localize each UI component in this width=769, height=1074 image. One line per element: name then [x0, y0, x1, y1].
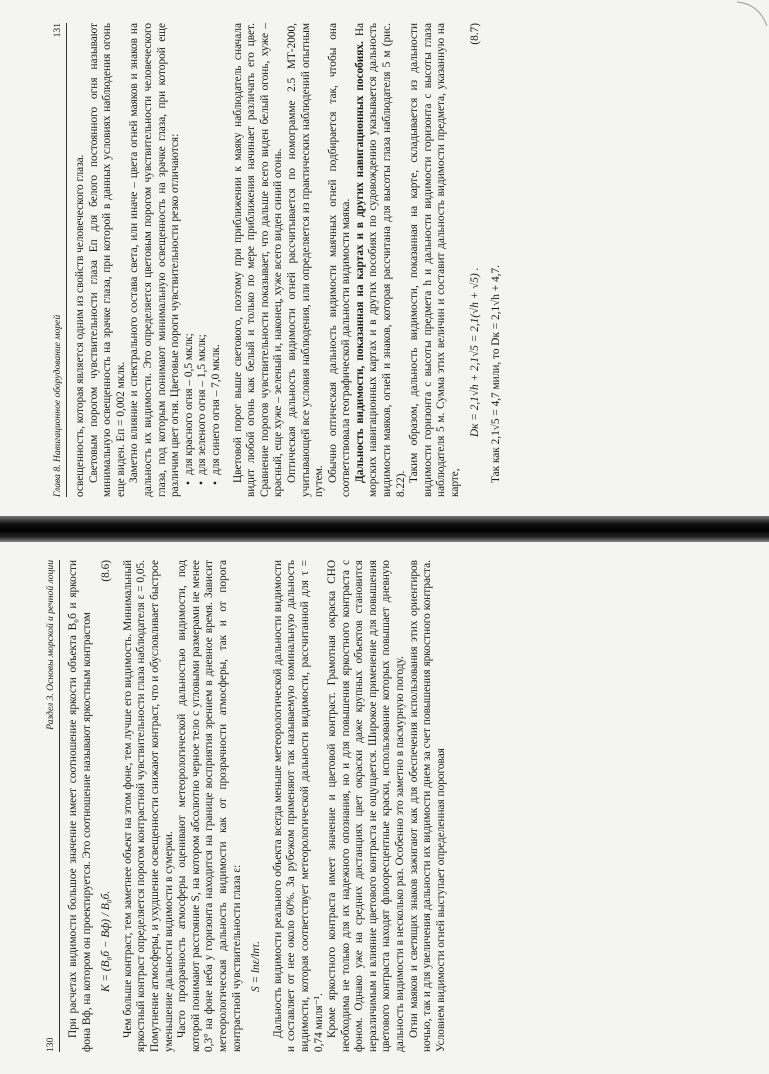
book-gutter-shadow	[0, 516, 769, 542]
formula-8-7	[469, 23, 483, 497]
right-paragraph-2: Световым порогом чувствительности глаза Eп для белого постоянного огня называют минимальную освещенность на зрачке глаза, при которой в данных условиях наблюдения огонь еще виден. Eп = 0,002 мклк.	[87, 23, 127, 497]
right-paragraph-9: Так как 2,1√5 = 4,7 мили, то Dк = 2,1√h + 4,7.	[490, 265, 503, 483]
right-paragraph-6: Обычно оптическая дальность видимости маячных огней подбирается так, чтобы она соответствовала географической дальности видимости маяка.	[326, 23, 353, 497]
left-paragraph-4: Дальность видимости реального объекта всегда меньше метеорологической дальности видимости и составляет от нее около 60%. За рубежом применяют так называемую номинальную дальность видимости, которая соответствует метеорологической дальности видимости, рассчитанной для τ = 0,74 миля⁻¹.	[271, 560, 325, 1052]
threshold-list	[183, 23, 224, 497]
right-paragraph-7-text: На морских навигационных картах и в других пособиях по судовождению указывается дальность видимости маяков, огней и знаков, которая рассчитана для высоты глаза наблюдателя 5 м (рис. 8.22).	[353, 23, 407, 497]
right-paragraph-5: Оптическая дальность видимости огней рассчитывается по номограмме 2.5 МТ-2000, учитывающей все условия наблюдения, или определяется из практических наблюдений опытным путем.	[285, 23, 326, 497]
right-chapter-title: Глава 8. Навигационное оборудование морей	[52, 314, 63, 497]
right-paragraph-7	[354, 23, 408, 497]
formula-8-6	[100, 560, 114, 1052]
left-page-number: 130	[45, 1037, 56, 1052]
formula-8-7-expression: Dк = 2,1√h + 2,1√5 = 2,1(√h + √5) .	[468, 267, 481, 437]
right-paragraph-1: освещенность, которая является одним из свойств человеческого глаза.	[74, 154, 86, 497]
left-section-title: Раздел 3. Основы морской и речной лоции	[45, 560, 56, 730]
right-paragraph-4: Цветовой порог выше светового, поэтому при приближении к маяку наблюдатель сначала видит любой огонь как белый и только по мере приближения начинает различать его цвет. Сравнение порогов чувствительности показывает, что дальше всего виден белый огонь, хуже – красный, еще хуже – зеленый и, наконец, хуже всего виден синий огонь.	[231, 23, 285, 497]
left-paragraph-6: Огни маяков и светящих знаков зажигают как для обеспечения использования этих ориентиров ночью, так и для увеличения дальности их видимости днем за счет повышения яркостного контраста. Условием видимости огней выступает определенная пороговая	[407, 560, 447, 1052]
left-running-head	[45, 560, 60, 1052]
left-paragraph-3: Часто прозрачность атмосферы оценивают метеорологической дальностью видимости, под которой понимают расстояние S, на котором абсолютно черное тело с угловыми размерами не менее 0,3° на фоне неба у горизонта находится на границе восприятия зрением в дневное время. Зависит метеорологическая дальность видимости как от прозрачности атмосферы, так и от порога контрастной чувствительности глаза ε:	[176, 560, 243, 1052]
formula-8-6-number: (8.6)	[100, 560, 113, 582]
right-page-number: 131	[52, 23, 63, 38]
left-paragraph-2: Чем больше контраст, тем заметнее объект на этом фоне, тем лучше его видимость. Минимальный яркостный контраст определяется порогом контрастной чувствительности глаза наблюдателя ε = 0,05. Помутнение атмосферы, и ухудшение освещенности снижают контраст, что и обусловливает быстрое уменьшение дальности видимости в сумерки.	[121, 560, 175, 1052]
formula-8-7-number: (8.7)	[468, 23, 481, 45]
page-corner-curl	[729, 0, 769, 40]
left-paragraph-1: При расчетах видимости большое значение имеет соотношение яркости объекта B₀б и яркости фона Bф, на котором он проектируется. Это соотношение называют яркостным контрастом	[67, 560, 93, 1052]
left-page	[45, 560, 448, 1052]
formula-8-6-expression: K = (B₀б − Bф) / B₀б.	[100, 890, 113, 992]
right-running-head	[52, 23, 67, 497]
list-item: • для зеленого огня – 1,5 мклк;	[196, 23, 210, 485]
list-item: • для синего огня – 7,0 мклк.	[210, 23, 224, 485]
section-heading: Дальность видимости, показанная на картах и в других навигационных пособиях.	[353, 41, 366, 483]
list-item: • для красного огня – 0,5 мклк;	[183, 23, 197, 485]
formula-visibility	[250, 560, 264, 1052]
left-paragraph-5: Кроме яркостного контраста имеет значение и цветовой контраст. Грамотная окраска СНО необходима не только для их надежного опознания, но и для повышения яркостного контраста с фоном. Однако уже на средних дистанциях цвет окраски даже крупных объектов становится неразличимым и влияние цветового контраста не ощущается. Широкое применение для повышения цветового контраста находят флюоресцентные краски, использование которых повышает дневную дальность видимости в несколько раз. Особенно это заметно в пасмурную погоду.	[326, 560, 407, 1052]
formula-visibility-expression: S = lnε/lnτ.	[250, 941, 263, 992]
right-page	[52, 23, 504, 497]
right-paragraph-8: Таким образом, дальность видимости, показанная на карте, складывается из дальности видимости горизонта с высоты предмета h и дальности видимости горизонта с высоты глаза наблюдателя 5 м. Сумма этих величин и составит дальность видимости предмета, указанную на карте,	[408, 23, 462, 497]
right-paragraph-3: Заметно влияние и спектрального состава света, или иначе – цвета огней маяков и знаков на дальность их видимости. Это определяется цветовым порогом чувствительности человеческого глаза, под которым понимают минимальную освещенность на зрачке глаза, при которой еще различим цвет огня. Цветовые пороги чувствительности резко отличаются:	[128, 23, 182, 497]
